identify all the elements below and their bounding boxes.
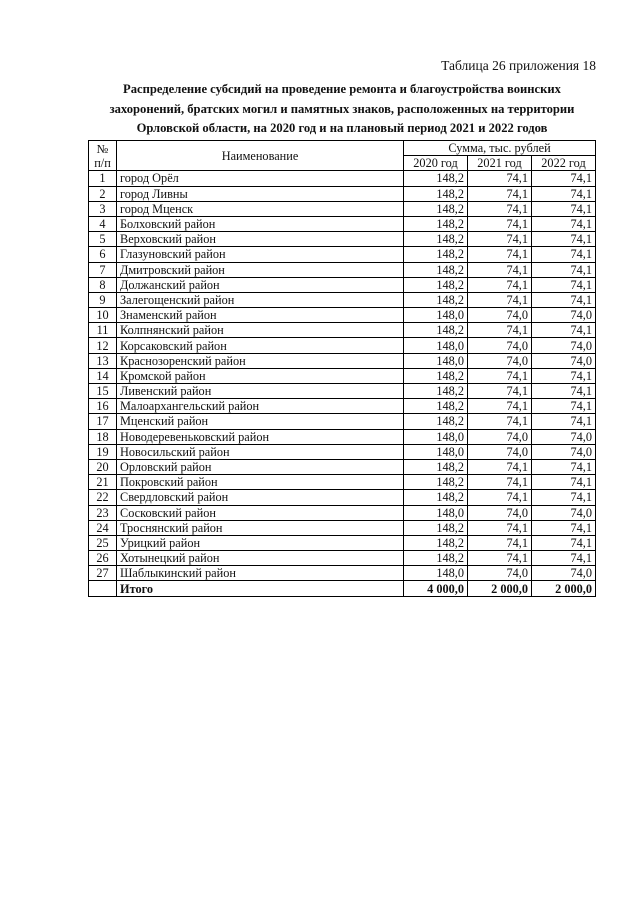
row-name: Покровский район — [117, 475, 404, 490]
row-2021: 74,1 — [468, 535, 532, 550]
total-label: Итого — [117, 581, 404, 596]
row-2020: 148,2 — [404, 201, 468, 216]
row-name: Колпнянский район — [117, 323, 404, 338]
row-2020: 148,0 — [404, 353, 468, 368]
table-row — [89, 353, 596, 368]
row-2021: 74,1 — [468, 551, 532, 566]
table-row — [89, 262, 596, 277]
table-row — [89, 308, 596, 323]
row-2020: 148,2 — [404, 475, 468, 490]
table-row — [89, 551, 596, 566]
row-2021: 74,1 — [468, 186, 532, 201]
row-number: 1 — [89, 171, 117, 186]
row-2020: 148,2 — [404, 186, 468, 201]
table-row — [89, 566, 596, 581]
row-name: Мценский район — [117, 414, 404, 429]
row-2021: 74,1 — [468, 216, 532, 231]
row-2020: 148,0 — [404, 308, 468, 323]
row-name: Свердловский район — [117, 490, 404, 505]
row-2020: 148,2 — [404, 277, 468, 292]
row-2021: 74,1 — [468, 201, 532, 216]
table-row — [89, 475, 596, 490]
row-2021: 74,1 — [468, 414, 532, 429]
row-2022: 74,0 — [532, 338, 596, 353]
row-2022: 74,1 — [532, 277, 596, 292]
row-name: Знаменский район — [117, 308, 404, 323]
row-number: 21 — [89, 475, 117, 490]
row-number: 4 — [89, 216, 117, 231]
row-2022: 74,1 — [532, 216, 596, 231]
row-2021: 74,1 — [468, 520, 532, 535]
row-2021: 74,0 — [468, 308, 532, 323]
row-2021: 74,1 — [468, 475, 532, 490]
row-2021: 74,1 — [468, 368, 532, 383]
document-title: Распределение субсидий на проведение ремонта и благоустройства воинских захоронений, братских могил и памятных знаков, расположенных на территории Орловской области, на 2020 год и на плановый период 2021 и 2022 годов — [109, 82, 575, 135]
total-2020: 4 000,0 — [404, 581, 468, 596]
table-row — [89, 535, 596, 550]
table-row — [89, 216, 596, 231]
row-number: 9 — [89, 292, 117, 307]
row-name: Ливенский район — [117, 384, 404, 399]
table-header-row — [89, 141, 596, 156]
row-2021: 74,0 — [468, 353, 532, 368]
table-row — [89, 399, 596, 414]
row-2022: 74,0 — [532, 444, 596, 459]
row-name: Хотынецкий район — [117, 551, 404, 566]
row-name: Кромской район — [117, 368, 404, 383]
row-2021: 74,1 — [468, 384, 532, 399]
total-2022: 2 000,0 — [532, 581, 596, 596]
row-name: Новодеревеньковский район — [117, 429, 404, 444]
row-name: Шаблыкинский район — [117, 566, 404, 581]
row-name: Верховский район — [117, 232, 404, 247]
row-2020: 148,2 — [404, 490, 468, 505]
row-2022: 74,1 — [532, 475, 596, 490]
row-2021: 74,1 — [468, 247, 532, 262]
table-row — [89, 247, 596, 262]
row-2022: 74,1 — [532, 232, 596, 247]
row-2022: 74,1 — [532, 262, 596, 277]
header-year-2022: 2022 год — [532, 156, 596, 171]
row-2022: 74,0 — [532, 308, 596, 323]
row-name: Малоархангельский район — [117, 399, 404, 414]
row-2021: 74,0 — [468, 566, 532, 581]
row-2022: 74,1 — [532, 368, 596, 383]
header-year-2020: 2020 год — [404, 156, 468, 171]
row-number: 6 — [89, 247, 117, 262]
row-2021: 74,0 — [468, 338, 532, 353]
row-2022: 74,1 — [532, 459, 596, 474]
row-2020: 148,0 — [404, 566, 468, 581]
row-2020: 148,0 — [404, 429, 468, 444]
table-row — [89, 201, 596, 216]
row-number: 16 — [89, 399, 117, 414]
row-2020: 148,2 — [404, 551, 468, 566]
row-number: 14 — [89, 368, 117, 383]
table-row — [89, 490, 596, 505]
row-name: Глазуновский район — [117, 247, 404, 262]
row-number: 24 — [89, 520, 117, 535]
row-2020: 148,2 — [404, 216, 468, 231]
row-name: город Мценск — [117, 201, 404, 216]
row-number: 17 — [89, 414, 117, 429]
row-2020: 148,2 — [404, 262, 468, 277]
table-row — [89, 171, 596, 186]
row-2020: 148,2 — [404, 247, 468, 262]
row-2021: 74,1 — [468, 399, 532, 414]
row-2021: 74,1 — [468, 323, 532, 338]
row-number: 12 — [89, 338, 117, 353]
table-row — [89, 186, 596, 201]
appendix-reference: Таблица 26 приложения 18 — [441, 58, 596, 73]
row-name: Корсаковский район — [117, 338, 404, 353]
row-2020: 148,2 — [404, 399, 468, 414]
row-name: город Орёл — [117, 171, 404, 186]
row-2021: 74,0 — [468, 429, 532, 444]
table-row — [89, 384, 596, 399]
table-row — [89, 505, 596, 520]
row-2020: 148,2 — [404, 414, 468, 429]
row-2022: 74,1 — [532, 186, 596, 201]
row-name: Урицкий район — [117, 535, 404, 550]
row-2022: 74,1 — [532, 247, 596, 262]
row-2022: 74,1 — [532, 384, 596, 399]
row-2020: 148,0 — [404, 505, 468, 520]
header-year-2021: 2021 год — [468, 156, 532, 171]
row-number: 3 — [89, 201, 117, 216]
table-row — [89, 414, 596, 429]
row-2020: 148,2 — [404, 323, 468, 338]
row-number: 15 — [89, 384, 117, 399]
row-number: 7 — [89, 262, 117, 277]
row-2020: 148,2 — [404, 459, 468, 474]
row-2020: 148,2 — [404, 292, 468, 307]
row-2022: 74,1 — [532, 551, 596, 566]
row-2022: 74,0 — [532, 566, 596, 581]
row-2022: 74,0 — [532, 353, 596, 368]
table-row — [89, 323, 596, 338]
row-2022: 74,0 — [532, 505, 596, 520]
row-2022: 74,1 — [532, 171, 596, 186]
table-row — [89, 338, 596, 353]
row-2020: 148,2 — [404, 232, 468, 247]
row-2021: 74,1 — [468, 232, 532, 247]
table-total-row — [89, 581, 596, 596]
row-number: 2 — [89, 186, 117, 201]
row-2020: 148,2 — [404, 171, 468, 186]
row-2020: 148,2 — [404, 535, 468, 550]
row-number: 20 — [89, 459, 117, 474]
table-row — [89, 277, 596, 292]
row-2021: 74,1 — [468, 277, 532, 292]
row-name: город Ливны — [117, 186, 404, 201]
row-number: 11 — [89, 323, 117, 338]
row-number: 10 — [89, 308, 117, 323]
total-2021: 2 000,0 — [468, 581, 532, 596]
row-name: Залегощенский район — [117, 292, 404, 307]
header-name: Наименование — [117, 141, 404, 171]
row-2021: 74,0 — [468, 444, 532, 459]
row-name: Троснянский район — [117, 520, 404, 535]
table-row — [89, 520, 596, 535]
table-row — [89, 444, 596, 459]
row-number: 13 — [89, 353, 117, 368]
row-2020: 148,2 — [404, 368, 468, 383]
table-row — [89, 368, 596, 383]
row-number: 27 — [89, 566, 117, 581]
table-body — [89, 171, 596, 581]
row-2020: 148,2 — [404, 520, 468, 535]
row-name: Болховский район — [117, 216, 404, 231]
row-number: 25 — [89, 535, 117, 550]
table-row — [89, 232, 596, 247]
row-2020: 148,0 — [404, 444, 468, 459]
row-number: 26 — [89, 551, 117, 566]
row-2022: 74,1 — [532, 490, 596, 505]
row-number: 22 — [89, 490, 117, 505]
row-2021: 74,1 — [468, 292, 532, 307]
table-row — [89, 459, 596, 474]
row-2020: 148,0 — [404, 338, 468, 353]
row-2022: 74,1 — [532, 292, 596, 307]
row-2021: 74,0 — [468, 505, 532, 520]
row-2022: 74,1 — [532, 323, 596, 338]
subsidy-table — [88, 140, 596, 597]
row-2020: 148,2 — [404, 384, 468, 399]
row-2021: 74,1 — [468, 171, 532, 186]
row-2021: 74,1 — [468, 262, 532, 277]
row-number: 5 — [89, 232, 117, 247]
row-2022: 74,1 — [532, 520, 596, 535]
table-row — [89, 429, 596, 444]
row-number: 19 — [89, 444, 117, 459]
header-number: № п/п — [89, 141, 117, 171]
row-2021: 74,1 — [468, 490, 532, 505]
row-name: Должанский район — [117, 277, 404, 292]
row-2022: 74,1 — [532, 201, 596, 216]
row-name: Орловский район — [117, 459, 404, 474]
row-number: 18 — [89, 429, 117, 444]
row-2022: 74,1 — [532, 414, 596, 429]
row-number: 23 — [89, 505, 117, 520]
row-2022: 74,0 — [532, 429, 596, 444]
total-number-cell — [89, 581, 117, 596]
row-2022: 74,1 — [532, 535, 596, 550]
row-name: Сосковский район — [117, 505, 404, 520]
table-row — [89, 292, 596, 307]
row-name: Новосильский район — [117, 444, 404, 459]
row-number: 8 — [89, 277, 117, 292]
row-name: Краснозоренский район — [117, 353, 404, 368]
row-name: Дмитровский район — [117, 262, 404, 277]
header-sum-group: Сумма, тыс. рублей — [404, 141, 596, 156]
row-2022: 74,1 — [532, 399, 596, 414]
row-2021: 74,1 — [468, 459, 532, 474]
